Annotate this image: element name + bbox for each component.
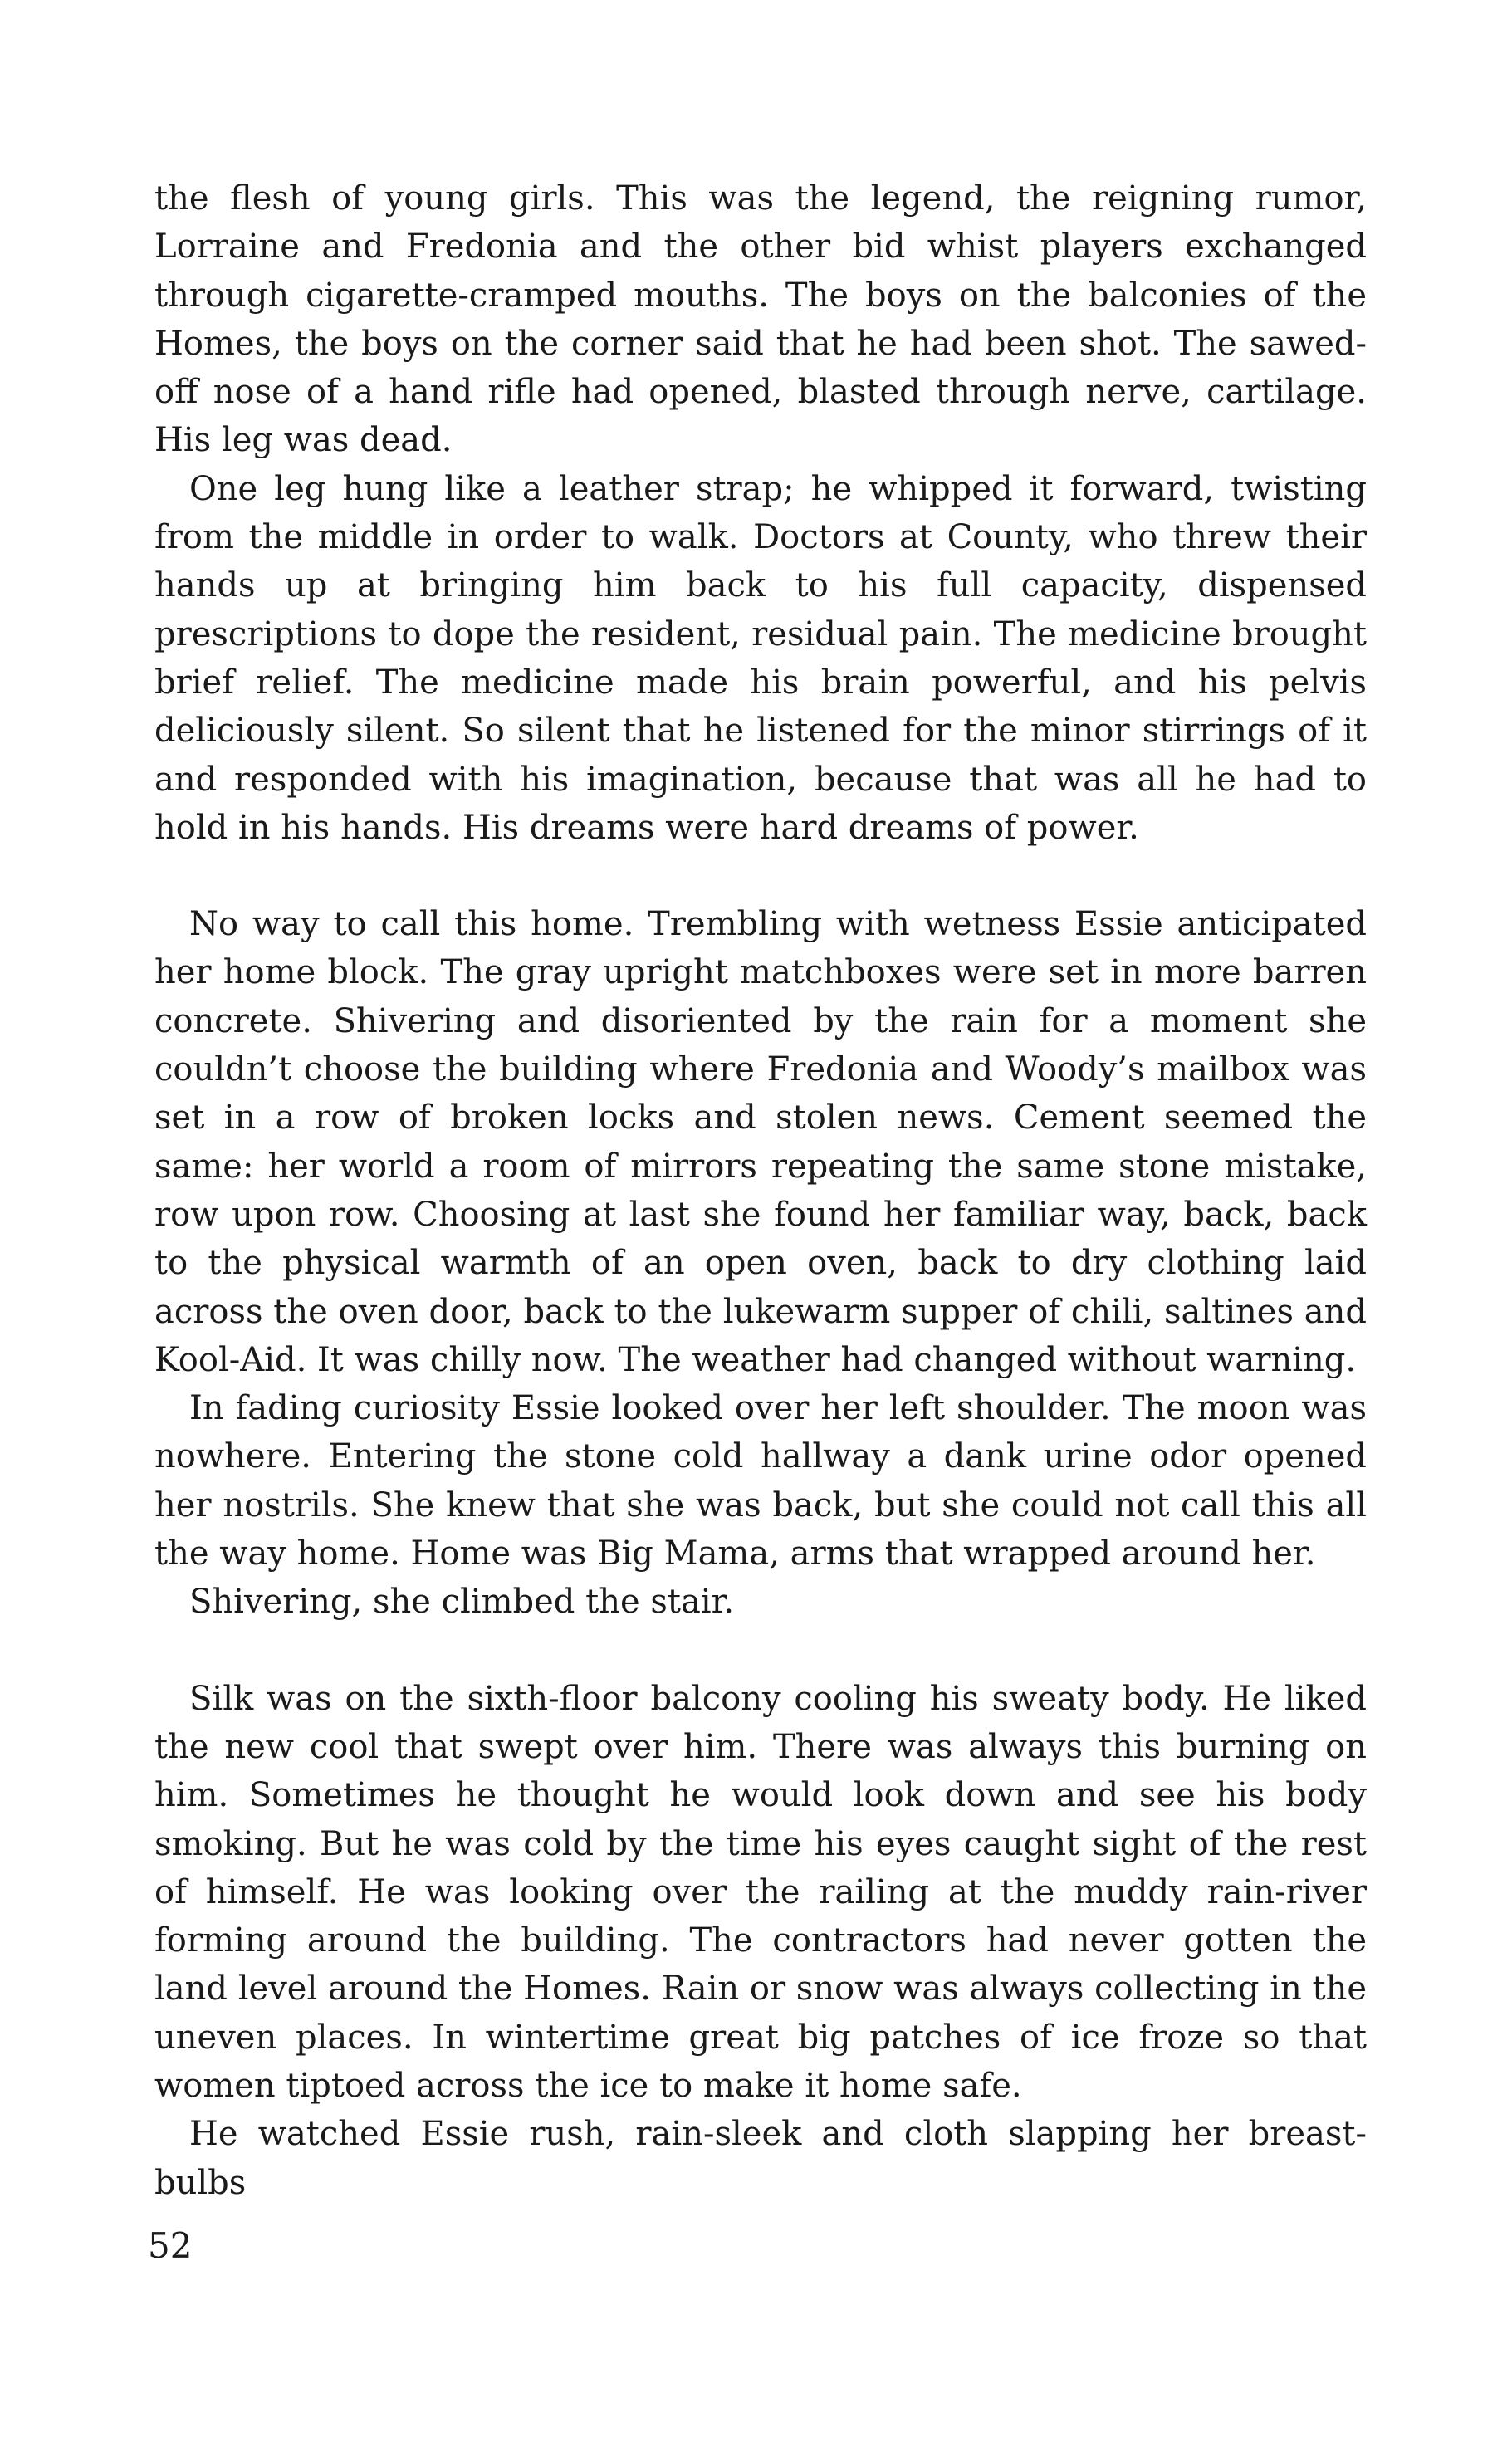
paragraph: In fading curiosity Essie looked over her left shoulder. The moon was nowhere. Entering the stone cold hallway a dank urine odor opened her nostrils. She knew that she was back, but she could not call this all the way home. Home was Big Mama, arms that wrapped around her. [154, 1389, 1367, 1573]
page-number: 52 [148, 2225, 193, 2266]
paragraph: He watched Essie rush, rain-sleek and cloth slapping her breast-bulbs [154, 2115, 1367, 2202]
paragraph: No way to call this home. Trembling with wetness Essie anticipated her home block. The gray upright matchboxes were set in more barren concrete. Shivering and disoriented by the rain for a moment she couldn’t choose the building where Fredonia and Woody’s mailbox was set in a row of broken locks and stolen news. Cement seemed the same: her world a room of mirrors repeating the same stone mistake, row upon row. Choosing at last she found her familiar way, back, back to the physical warmth of an open oven, back to dry clothing laid across the oven door, back to the lukewarm supper of chili, saltines and Kool-Aid. It was chilly now. The weather had changed without warning. [154, 905, 1367, 1379]
section-break [154, 852, 1367, 900]
paragraph: One leg hung like a leather strap; he whipped it forward, twisting from the middle in order to walk. Doctors at County, who threw their hands up at bringing him back to his full capacity, dispensed prescriptions to dope the resident, residual pain. The medicine brought brief relief. The medicine made his brain powerful, and his pelvis deliciously silent. So silent that he listened for the minor stirrings of it and responded with his imagination, because that was all he had to hold in his hands. His dreams were hard dreams of power. [154, 469, 1367, 847]
body-text [154, 174, 1367, 2207]
paragraph: the flesh of young girls. This was the legend, the reigning rumor, Lorraine and Fredonia and the other bid whist players exchanged through cigarette-cramped mouths. The boys on the balconies of the Homes, the boys on the corner said that he had been shot. The sawed-off nose of a hand rifle had opened, blasted through nerve, cartilage. His leg was dead. [154, 179, 1367, 460]
section-break [154, 1627, 1367, 1675]
paragraph: Shivering, she climbed the stair. [189, 1583, 735, 1622]
paragraph: Silk was on the sixth-floor balcony cooling his sweaty body. He liked the new cool that swept over him. There was always this burning on him. Sometimes he thought he would look down and see his body smoking. But he was cold by the time his eyes caught sight of the rest of himself. He was looking over the railing at the muddy rain-river forming around the building. The contractors had never gotten the land level around the Homes. Rain or snow was always collecting in the uneven places. In wintertime great big patches of ice froze so that women tiptoed across the ice to make it home safe. [154, 1679, 1367, 2105]
